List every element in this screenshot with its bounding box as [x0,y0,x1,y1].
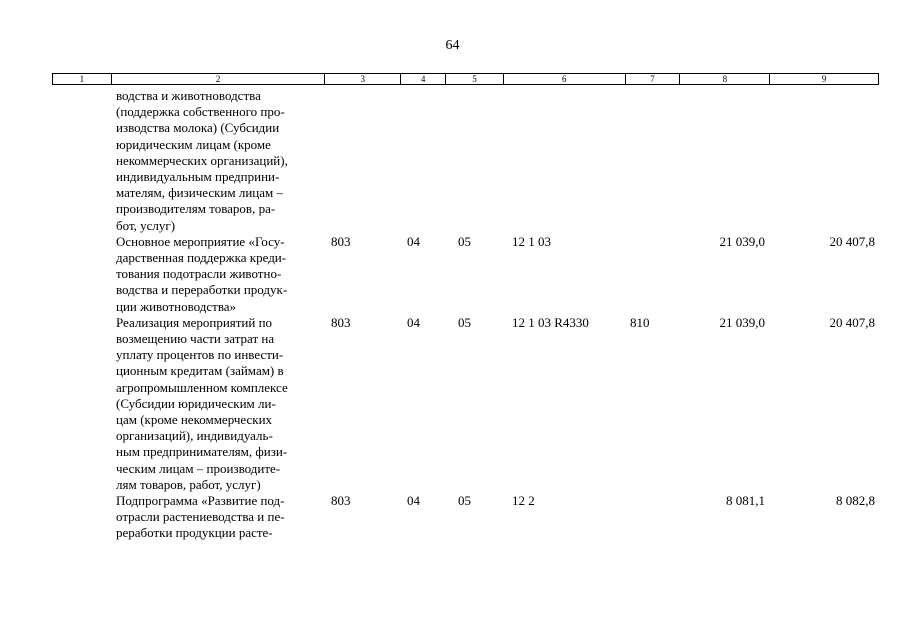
row-target-article: 12 1 03 R4330 [512,314,589,330]
row-amount-2: 20 407,8 [829,233,875,249]
row-section [401,88,446,234]
table-row [52,493,879,542]
row-section: 04 [407,493,420,509]
row-grbs: 803 [331,314,351,330]
table-column-numbers [52,73,879,85]
row-subsection: 05 [458,314,471,330]
row-name: Основное мероприятие «Госу- дарственная поддержка креди- тования подотрасли животно- водства и переработки продук- ции животноводства» [116,233,288,314]
column-number-2: 2 [112,74,325,84]
row-target-article [504,88,626,234]
row-section: 04 [407,233,420,249]
table-row [52,88,879,234]
table-row [52,315,879,493]
column-number-8: 8 [680,74,770,84]
row-cell-1 [52,88,111,234]
row-amount-1 [681,88,771,234]
row-cell-1 [52,234,111,315]
row-subsection: 05 [458,493,471,509]
table-row [52,234,879,315]
row-expense-type [626,234,681,315]
column-number-7: 7 [626,74,681,84]
column-number-4: 4 [401,74,446,84]
row-amount-2 [771,88,879,234]
row-expense-type: 810 [630,314,650,330]
row-cell-1 [52,315,111,493]
row-expense-type [626,493,681,542]
row-subsection [446,88,504,234]
row-target-article: 12 1 03 [512,233,551,249]
row-amount-2: 8 082,8 [836,493,875,509]
page-number: 64 [445,38,460,53]
column-number-9: 9 [821,74,827,84]
row-target-article: 12 2 [512,493,535,509]
row-subsection: 05 [458,233,471,249]
row-grbs: 803 [331,493,351,509]
row-cell-1 [52,493,111,542]
row-section: 04 [407,314,420,330]
row-expense-type [626,88,681,234]
row-amount-1: 8 081,1 [726,493,765,509]
row-amount-1: 21 039,0 [719,233,765,249]
row-grbs [325,88,401,234]
column-number-5: 5 [446,74,504,84]
row-name: Реализация мероприятий по возмещению части затрат на уплату процентов по инвести- ционным кредитам (займам) в агропромышленном комплексе (Субсидии юридическим ли- цам (кроме некоммерческих организаций), индивидуаль- ным предпринимателям, физи- ческим лицам – производите- лям товаров, работ, услуг) [116,314,288,492]
row-name: Подпрограмма «Развитие под- отрасли растениеводства и пе- реработки продукции расте- [116,493,285,541]
row-name: водства и животноводства (поддержка собственного про- изводства молока) (Субсидии юридическим лицам (кроме некоммерческих организаций), индивидуальным предприни- мателям, физическим лицам – производителям товаров, ра- бот, услуг) [116,88,288,233]
row-grbs: 803 [331,233,351,249]
column-number-3: 3 [325,74,401,84]
row-amount-1: 21 039,0 [719,314,765,330]
row-amount-2: 20 407,8 [829,314,875,330]
column-number-6: 6 [504,74,626,84]
budget-table [52,88,879,542]
column-number-1: 1 [53,74,112,84]
